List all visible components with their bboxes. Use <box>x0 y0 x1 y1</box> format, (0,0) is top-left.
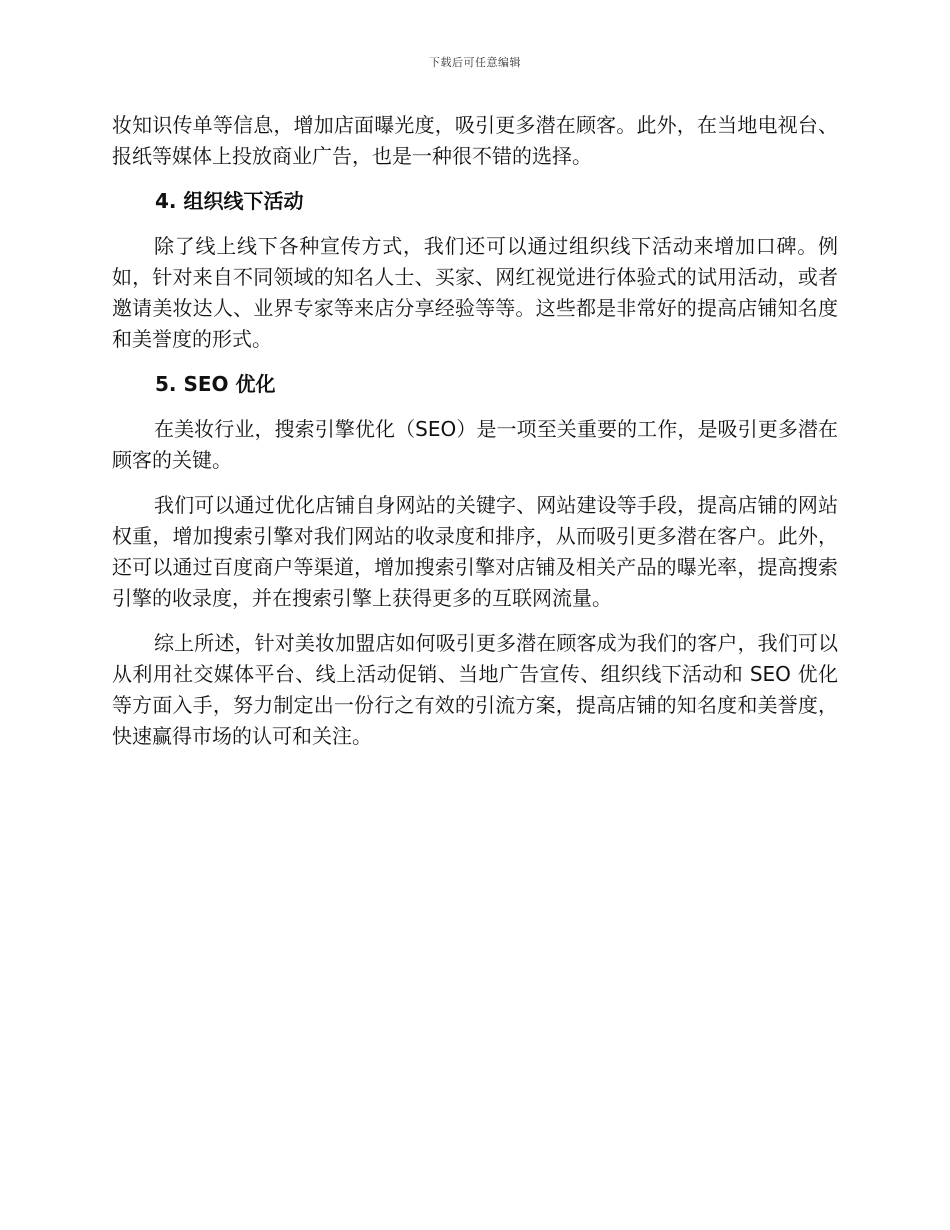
section-heading-5: 5. SEO 优化 <box>155 372 276 396</box>
paragraph-offline-events: 除了线上线下各种宣传方式，我们还可以通过组织线下活动来增加口碑。例如，针对来自不同领域的知名人士、买家、网红视觉进行体验式的试用活动，或者邀请美妆达人、业界专家等来店分享经验等等。这些都是非常好的提高店铺知名度和美誉度的形式。 <box>112 234 838 351</box>
document-body <box>112 110 838 766</box>
paragraph-seo-methods: 我们可以通过优化店铺自身网站的关键字、网站建设等手段，提高店铺的网站权重，增加搜索引擎对我们网站的收录度和排序，从而吸引更多潜在客户。此外，还可以通过百度商户等渠道，增加搜索引擎对店铺及相关产品的曝光率，提高搜索引擎的收录度，并在搜索引擎上获得更多的互联网流量。 <box>112 493 838 610</box>
paragraph-continued: 妆知识传单等信息，增加店面曝光度，吸引更多潜在顾客。此外，在当地电视台、报纸等媒体上投放商业广告，也是一种很不错的选择。 <box>112 113 838 168</box>
paragraph-conclusion: 综上所述，针对美妆加盟店如何吸引更多潜在顾客成为我们的客户，我们可以从利用社交媒体平台、线上活动促销、当地广告宣传、组织线下活动和 SEO 优化等方面入手，努力制定出一份行之有效的引流方案，提高店铺的知名度和美誉度，快速赢得市场的认可和关注。 <box>112 631 838 748</box>
header-note: 下载后可任意编辑 <box>429 56 521 69</box>
paragraph-seo-intro: 在美妆行业，搜索引擎优化（SEO）是一项至关重要的工作，是吸引更多潜在顾客的关键。 <box>112 417 838 472</box>
section-heading-4: 4. 组织线下活动 <box>155 189 304 213</box>
